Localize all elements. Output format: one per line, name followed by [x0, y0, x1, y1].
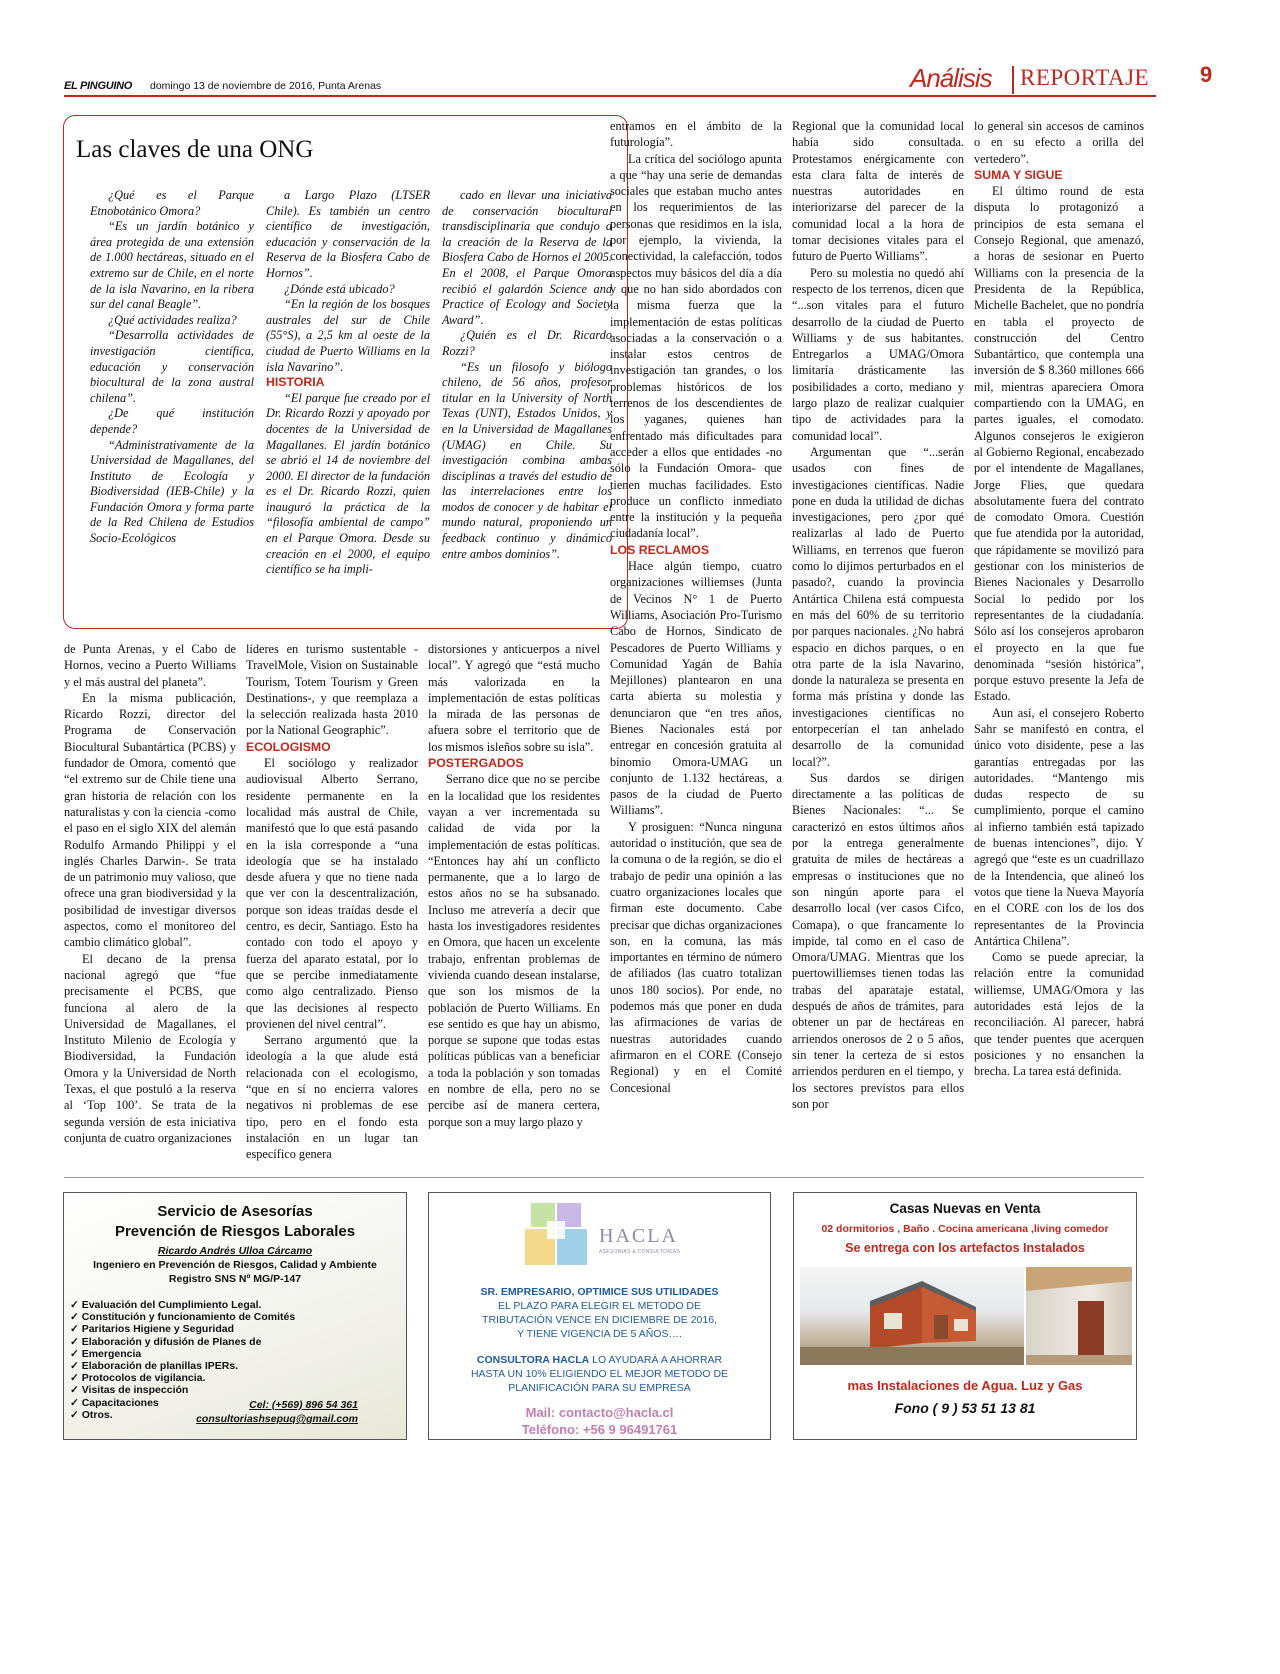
box-question: ¿Qué es el Parque Etnobotánico Omora? — [90, 188, 254, 218]
ad-delivery: Se entrega con los artefactos Instalados — [845, 1241, 1085, 1255]
ad-line: HASTA UN 10% ELIGIENDO EL MEJOR METODO DE — [470, 1368, 729, 1380]
box-answer: a Largo Plazo (LTSER Chile). Es también un centro científico de investigación, educación y conservación de la Reserva de la Biosfera Cabo de Hornos”. — [266, 188, 430, 280]
box-question: ¿Quién es el Dr. Ricardo Rozzi? — [442, 328, 612, 358]
article-subhead: ECOLOGISMO — [246, 739, 331, 754]
ad-role: Ingeniero en Prevención de Riesgos, Calidad y Ambiente — [93, 1259, 377, 1271]
article-paragraph: distorsiones y anticuerpos a nivel local”. Y agregó que “está mucho más valorizada en la implementación de estas políticas la mirada de las personas de afuera sobre el territorio que de los mismos isleños sobre su isla”. — [428, 642, 600, 754]
box-answer: “En la región de los bosques australes del sur de Chile (55°S), a 2,5 km al oeste de la ciudad de Puerto Williams en la isla Navarino”. — [266, 297, 430, 374]
ad-service-item: ✓ Capacitaciones — [70, 1396, 159, 1409]
article-paragraph: El decano de la prensa nacional agregó que “fue precisamente el PCBS, que funciona al alero de la Universidad de Magallanes, el Instituto Milenio de Ecología y Biodiversidad, la Fundación Omora y la Universidad de North Texas, el que postuló a la reserva al ‘Top 100’. Se trata de la segunda versión de esta iniciativa conjunta de cuatro organizaciones — [64, 951, 236, 1145]
check-icon: ✓ — [70, 1408, 82, 1421]
ad-line: Y TIENE VIGENCIA DE 5 AÑOS…. — [517, 1328, 682, 1340]
box-subhead: HISTORIA — [266, 375, 325, 390]
ads-divider — [64, 1177, 1144, 1178]
check-icon: ✓ — [70, 1335, 82, 1348]
article-paragraph: de Punta Arenas, y el Cabo de Hornos, vecino a Puerto Williams y el más austral del planeta”. — [64, 642, 236, 689]
article-paragraph: Pero su molestia no quedó ahí respecto de los terrenos, dicen que “...son vitales para el futuro desarrollo de la ciudad de Puerto Williams y de sus habitantes. Entregarlos a UMAG/Omora limitaría drásticamente las posibilidades a corto, mediano y largo plazo de realizar cualquier tipo de actividades para la comunidad local”. — [792, 265, 964, 443]
article-column-4 — [610, 118, 782, 1096]
article-paragraph: Serrano argumentó que la ideología a la que alude está relacionada con el ecologismo, “que en sí no encierra valores negativos ni problemas de ese tipo, pero en el fondo esta instalación en un lugar tan específico genera — [246, 1033, 418, 1162]
box-answer: “Desarrolla actividades de investigación científica, educación y conservación biocultural de la zona austral chilena”. — [90, 328, 254, 405]
ad-phone: Cel: (+569) 896 54 361 — [249, 1399, 358, 1411]
box-answer: “El parque fue creado por el Dr. Ricardo Rozzi y apoyado por docentes de la Universidad de Magallanes. El jardín botánico se abrió el 14 de noviembre del 2000. El director de la fundación es el Dr. Ricardo Rozzi, quien inauguró la práctica de la “filosofía ambiental de campo” en el Parque Omora. Desde su creación en el 2000, el equipo científico se ha impli- — [266, 390, 430, 577]
box-answer: “Es un filosofo y biólogo chileno, de 56 años, profesor titular en la University of North Texas (UNT), Estados Unidos, y en la Universidad de Magallanes (UMAG) en Chile. Su investigación combina ambas disciplinas a través del estudio de las interrelaciones entre los modos de conocer y de habitar el mundo natural, proponiendo un feedback continuo y dinámico entre ambos dominios”. — [442, 359, 612, 561]
article-paragraph: Hace algún tiempo, cuatro organizaciones williemses (Junta de Vecinos N° 1 de Puerto Williams, Asociación Pro-Turismo Cabo de Hornos, Sindicato de Pescadores de Puerto Williams y Comunidad Yagán de Bahía Mejillones) plantearon en una carta abierta su molestia y denunciaron que “en tres años, Bienes Nacionales está por entregar en concesión gratuita al binomio Omora-UMAG un conjunto de 1.132 hectáreas, a pasos de la ciudad de Puerto Williams”. — [610, 559, 782, 818]
ad-service-item: ✓ Visitas de inspección — [70, 1384, 189, 1397]
article-column-1 — [64, 641, 236, 1146]
article-paragraph: líderes en turismo sustentable -TravelMole, Vision on Sustainable Tourism, Totem Tourism y Green Destinations-, y que reemplaza a la selección realizada hasta 2010 por la National Geographic”. — [246, 642, 418, 738]
box-answer: cado en llevar una iniciativa de conservación biocultural transdisciplinaria que condujo a la creación de la Reserva de la Biosfera Cabo de Hornos el 2005. En el 2008, el Parque Omora recibió el galardón Science and Practice of Ecology and Society Award”. — [442, 188, 612, 327]
ad-installs: mas Instalaciones de Agua. Luz y Gas — [847, 1378, 1083, 1393]
page-number: 9 — [1200, 62, 1213, 87]
ad-service-item: ✓ Elaboración de planillas IPERs. — [70, 1360, 239, 1373]
ad-risk-prevention — [63, 1192, 407, 1440]
ad-features: 02 dormitorios , Baño . Cocina americana ,living comedor — [821, 1223, 1109, 1235]
article-paragraph: lo general sin accesos de caminos o en su efecto a orilla del vertedero”. — [974, 119, 1144, 166]
ad-line: EL PLAZO PARA ELEGIR EL METODO DE — [497, 1300, 702, 1312]
article-paragraph: Regional que la comunidad local había sido consultada. Protestamos enérgicamente con esta clara falta de interés de nuestras autoridades en interiorizarse del parecer de la comunidad local a la hora de tomar decisiones vitales para el futuro de Puerto Williams”. — [792, 119, 964, 264]
hacla-logo-subtitle: ASESORIAS & CONSULTORIAS — [599, 1249, 681, 1255]
article-subhead: POSTERGADOS — [428, 756, 524, 771]
check-icon: ✓ — [70, 1323, 82, 1336]
check-icon: ✓ — [70, 1299, 82, 1311]
ad-text-block — [429, 1285, 770, 1395]
article-paragraph: En la misma publicación, Ricardo Rozzi, director del Programa de Conservación Biocultural Subantártica (PCBS) y fundador de Omora, comentó que “el extremo sur de Chile tiene una gran historia de relación con los naturalistas y con la ciencia -como el paso en el siglo XIX del alemán Rodulfo Armando Philippi y el inglés Charles Darwin-. Se trata de un patrimonio muy valioso, que ofrece una gran biodiversidad y la posibilidad de investigar diversos aspectos, como el monitoreo del cambio climático global”. — [64, 690, 236, 950]
ad-line: TRIBUTACIÓN VENCE EN DICIEMBRE DE 2016, — [482, 1314, 717, 1326]
article-column-5 — [792, 118, 964, 1112]
box-question: ¿Qué actividades realiza? — [108, 312, 237, 327]
dateline: domingo 13 de noviembre de 2016, Punta Arenas — [150, 80, 382, 92]
paper-name: EL PINGUINO — [64, 80, 133, 92]
hacla-logo-text: HACLA — [599, 1225, 678, 1247]
ad-line: PLANIFICACIÓN PARA SU EMPRESA — [508, 1382, 691, 1394]
sidebar-box — [63, 115, 628, 629]
article-paragraph: La crítica del sociólogo apunta a que “hay una serie de demandas sociales que estaban mucho antes en los requerimientos de las personas que residimos en la isla, por ejemplo, la vivienda, la conectividad, la calefacción, todos aspectos muy básicos del día a día y que no han sido abordados con la misma fuerza que la implementación de estas políticas asociadas a la conservación o a instalar estos centros de investigación tan grandes, o los problemas históricos de los terrenos de los descendientes de los yaganes, quienes han enfrentado más dificultades para acceder a ellos que entidades -no sólo la Fundación Omora- que tienen muchas facilidades. Esto produce un conflicto inmediato entre la institución y la pequeña ciudadanía local”. — [610, 151, 782, 541]
article-subhead: LOS RECLAMOS — [610, 542, 710, 557]
article-paragraph: Como se puede apreciar, la relación entre la comunidad williemse, UMAG/Omora y las autoridades está lejos de la reconciliación. Al parecer, habrá que tender puentes que acerquen posiciones y no ensanchen la brecha. La tarea está definida. — [974, 950, 1144, 1079]
ad-service-item: ✓ Protocolos de vigilancia. — [70, 1372, 206, 1385]
ad-service-item: ✓ Otros. — [70, 1408, 113, 1421]
ad-registry: Registro SNS Nº MG/P-147 — [168, 1273, 302, 1285]
section-analysis: Análisis — [910, 63, 992, 93]
article-paragraph: Serrano dice que no se percibe en la localidad que los residentes vayan a ver incrementada su calidad de vida por la implementación de estas políticas. “Entonces hay ahí un conflicto permanente, que a lo largo de estos años no se ha subsanado. Incluso me atrevería a decir que hasta los investigadores residentes en Omora, que hacen un excelente trabajo, enfrentan problemas de vivienda cuando desean instalarse, que son los mismos de la población de Puerto Williams. En ese sentido es que hay un abismo, porque se supone que todas estas políticas públicas van a beneficiar a toda la población y son tomadas en nombre de ella, pero no se percibe así de manera certera, porque son a muy largo plazo y — [428, 772, 600, 1129]
ad-mail: Mail: contacto@hacla.cl — [525, 1405, 674, 1420]
ad-service-item: ✓ Evaluación del Cumplimiento Legal. — [70, 1299, 262, 1311]
ad-title: Casas Nuevas en Venta — [889, 1201, 1041, 1216]
ad-phone: Teléfono: +56 9 96491761 — [521, 1422, 678, 1437]
ad-service-item: ✓ Emergencia — [70, 1347, 142, 1360]
section-divider — [1012, 66, 1014, 94]
ad-phone: Fono ( 9 ) 53 51 13 81 — [894, 1400, 1036, 1416]
box-question: ¿Dónde está ubicado? — [284, 281, 395, 296]
ad-service-item: ✓ Elaboración y difusión de Planes de — [70, 1335, 262, 1348]
section-name: REPORTAJE — [1020, 65, 1150, 90]
article-column-3 — [428, 641, 600, 1130]
check-icon: ✓ — [70, 1372, 82, 1385]
check-icon: ✓ — [70, 1311, 82, 1324]
article-column-2 — [246, 641, 418, 1163]
ad-service-item: ✓ Constitución y funcionamiento de Comités — [70, 1311, 296, 1324]
article-paragraph: Argumentan que “...serán usados con fines de investigaciones científicas. Nadie pone en duda la utilidad de dichas investigaciones, pero ¿por qué realizarlas al lado de Puerto Williams, en terrenos que fueron como lo dijimos perturbados en el pasado?, cuando la provincia Antártica Chilena está compuesta en más del 60% de su territorio por parques nacionales. ¿No habrá espacio en dichos parques, o en otra parte de la isla Navarino, donde la naturaleza se presenta en forma más prístina y donde las investigaciones científicas no entorpecerían el tan anhelado desarrollo de la comunidad local?”. — [792, 444, 964, 769]
article-paragraph: El sociólogo y realizador audiovisual Alberto Serrano, residente permanente en la localidad más austral de Chile, manifestó que lo que está pasando en la isla corresponde a “una ideología que se ha instalado desde afuera y que no tiene nada que ver con la descentralización, porque son ideas traídas desde el centro, es decir, Santiago. Esto ha contado con todo el apoyo y fuerza del aparato estatal, por lo que se percibe inmediatamente como algo centralizado. Pienso que las decisiones al respecto provienen del nivel central”. — [246, 756, 418, 1031]
ad-name: Ricardo Andrés Ulloa Cárcamo — [157, 1245, 313, 1257]
box-column-1 — [90, 188, 254, 547]
ad-email: consultoriashsepuq@gmail.com — [196, 1413, 358, 1425]
house-interior-photo — [1026, 1267, 1132, 1365]
ad-title: Prevención de Riesgos Laborales — [114, 1223, 356, 1240]
box-question: ¿De qué institución depende? — [90, 406, 254, 436]
article-subhead: SUMA Y SIGUE — [974, 167, 1063, 182]
ad-headline: SR. EMPRESARIO, OPTIMICE SUS UTILIDADES — [480, 1286, 719, 1298]
article-paragraph: Y prosiguen: “Nunca ninguna autoridad o institución, que sea de la comuna o de la región, se dio el trabajo de pedir una opinión a las cuatro organizaciones locales que firman este documento. Cabe precisar que dichas organizaciones son, en la comuna, las más importantes en término de número de afiliados (las cuatro totalizan unos 180 socios). Por ende, no podemos más que poner en duda las afirmaciones de varias de nuestras autoridades cuando afirmaron en el CORE (Consejo Regional) y en el Comité Concesional — [610, 819, 782, 1095]
ad-service-item: ✓ Paritarios Higiene y Seguridad — [70, 1323, 235, 1336]
article-paragraph: entramos en el ámbito de la futurología”. — [610, 119, 782, 150]
article-column-6 — [974, 118, 1144, 1080]
header-rule — [64, 95, 1156, 97]
box-column-2 — [266, 188, 430, 578]
article-paragraph: Aun así, el consejero Roberto Sahr se manifestó en contra, el único voto disidente, pese a las garantías entregadas por las autoridades. “Mantengo mis dudas respecto de su cumplimiento, porque el camino al infierno también está tapizado de buenas intenciones”, dijo. Y agregó que “este es un cuadrillazo de la Intendencia, que alineó los votos que tiene la Nueva Mayoría en el CORE con los de los dos representantes de la Provincia Antártica Chilena”. — [974, 705, 1144, 948]
ad-cta: CONSULTORA HACLA LO AYUDARÁ A AHORRAR — [476, 1354, 723, 1366]
hacla-logo-icon — [525, 1203, 593, 1271]
article-paragraph: El último round de esta disputa lo protagonizó a principios de esta semana el Consejo Regional, que amenazó, a horas de sesionar en Puerto Williams con la presencia de la Presidenta de la República, Michelle Bachelet, que no pondría en tabla el proyecto de construcción del Centro Subantártico, que contempla una inversión de $ 8.360 millones 666 mil, mientras apareciera Omora compartiendo con la UMAG, en partes iguales, el comodato. Algunos consejeros le exigieron al Gobierno Regional, encabezado por el intendente de Magallanes, Jorge Flies, que quedara absolutamente fuera del contrato de comodato Omora. Cuestión que fue atendida por la autoridad, que rápidamente se movilizó para gestionar con los ministerios de Bienes Nacionales y Desarrollo Social lo pedido por los representantes de la ciudadanía. Sólo así los consejeros aprobaron el proyecto en la que fue denominada “sesión histórica”, porque estuvo presente la Jefa de Estado. — [974, 184, 1144, 704]
check-icon: ✓ — [70, 1384, 82, 1397]
box-title: Las claves de una ONG — [76, 136, 314, 163]
ad-hacla — [428, 1192, 771, 1440]
house-exterior-photo — [800, 1267, 1024, 1365]
ad-houses-for-sale — [793, 1192, 1137, 1440]
ad-title: Servicio de Asesorías — [157, 1203, 313, 1220]
check-icon: ✓ — [70, 1360, 82, 1373]
article-paragraph: Sus dardos se dirigen directamente a las políticas de Bienes Nacionales: “... Se caracterizó en estos últimos años por la entrega generalmente gratuita de miles de hectáreas a empresas o instituciones que no son ningún aporte para el desarrollo local (ver casos Cifco, Comapa), o que francamente lo impide, tal como en el caso de Omora/UMAG. Mientras que los puertowilliemses tienen todas las trabas del aparataje estatal, después de años de trámites, para obtener un par de hectáreas en arriendos onerosos de 2 o 5 años, sin tener la certeza de si estos arriendos perduren en el tiempo, y los sectores previstos para ellos son por — [792, 770, 964, 1111]
box-answer: “Administrativamente de la Universidad de Magallanes, del Instituto de Ecología y Biodiversidad (IEB-Chile) y la Fundación Omora y forma parte de la Red Chilena de Estudios Socio-Ecológicos — [90, 437, 254, 546]
box-column-3 — [442, 188, 612, 562]
check-icon: ✓ — [70, 1396, 82, 1409]
check-icon: ✓ — [70, 1347, 82, 1360]
box-answer: “Es un jardín botánico y área protegida de una extensión de 1.000 hectáreas, situado en el extremo sur de Chile, en el norte de la isla Navarino, en la ribera sur del canal Beagle”. — [90, 219, 254, 312]
header — [64, 62, 1216, 98]
